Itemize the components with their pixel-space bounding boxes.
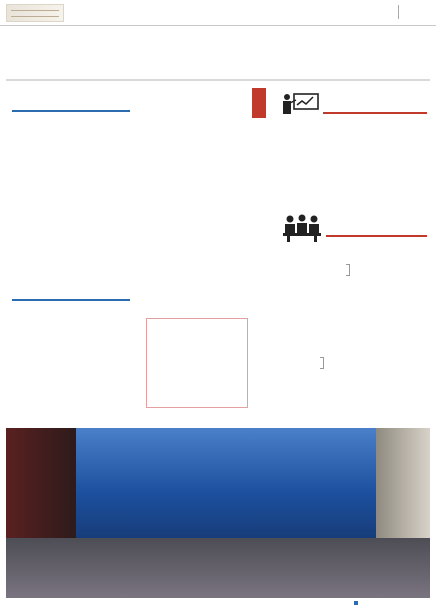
headline-rule: [6, 79, 430, 81]
photo-floor: [6, 538, 430, 598]
discipline-rule: [323, 112, 427, 114]
structure-pie-chart-2: [54, 200, 110, 246]
group-bracket: [320, 357, 324, 369]
structure-pie-chart: [36, 140, 106, 200]
talent-pyramid: [22, 322, 82, 412]
photo-stage-backdrop: [76, 428, 376, 538]
presentation-icon: [280, 92, 320, 116]
section-tag: [252, 88, 266, 118]
photo-curtain-left: [6, 428, 76, 538]
structure-rule: [12, 110, 130, 112]
ladder-rule: [12, 299, 130, 301]
header-divider: [398, 5, 399, 19]
specialty-note-box: [146, 318, 248, 408]
group-bracket: [346, 264, 350, 276]
page-header: [0, 0, 436, 26]
award-ceremony-photo: [6, 428, 430, 598]
header-ornament: [6, 4, 64, 22]
photo-wall-right: [376, 428, 430, 538]
caption-marker: [354, 601, 358, 605]
team-meeting-icon: [282, 214, 322, 242]
talent-rule: [326, 235, 427, 237]
